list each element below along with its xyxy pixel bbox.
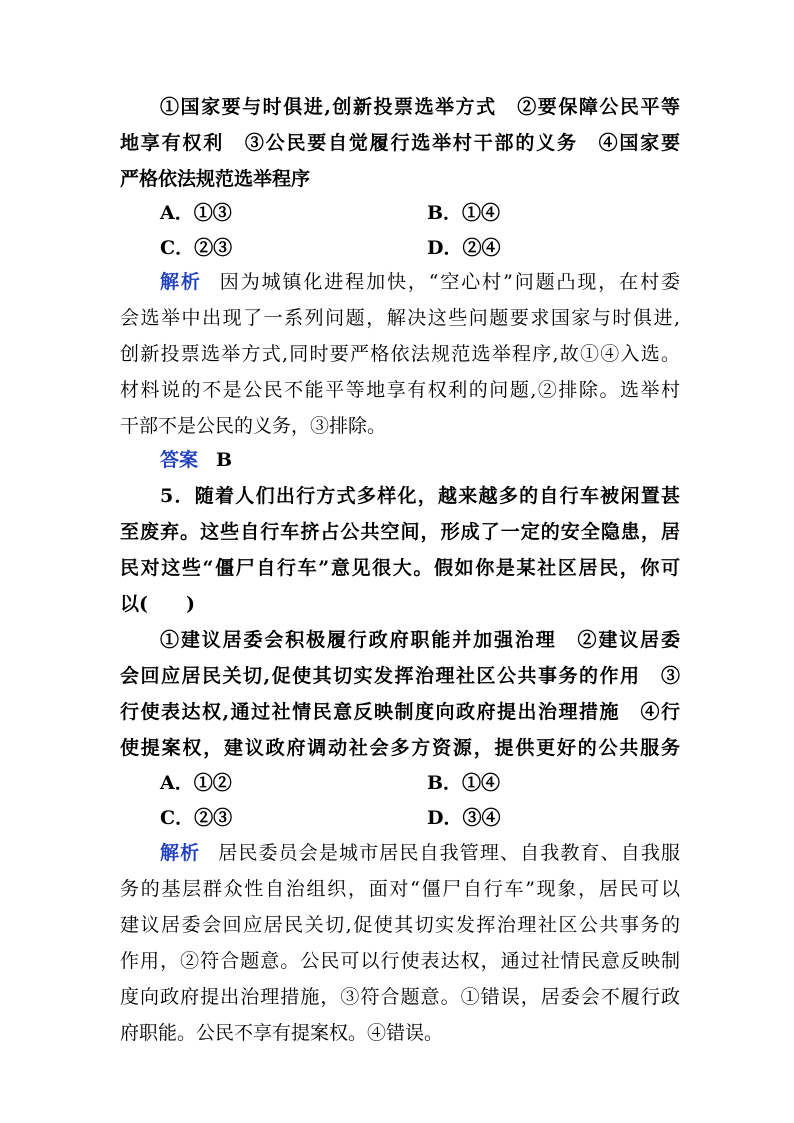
q5-analysis-line-2: 务的基层群众性自治组织，面对“僵尸自行车”现象，居民可以	[120, 878, 680, 900]
q5-statement-line-2: 会回应居民关切,促使其切实发挥治理社区公共事务的作用 ③	[120, 665, 680, 687]
q4-answer-label: 答案	[160, 449, 199, 471]
q5-analysis-line-1	[160, 843, 680, 863]
q4-option-b: B．①④	[427, 202, 501, 224]
q4-analysis-text-1: 因为城镇化进程加快，“空心村”问题凸现，在村委	[219, 271, 680, 293]
q4-analysis-label: 解析	[160, 271, 202, 293]
q5-option-a: A．①②	[160, 772, 232, 794]
q4-analysis-line-5: 干部不是公民的义务，③排除。	[120, 415, 387, 437]
q4-analysis-line-3: 创新投票选举方式,同时要严格依法规范选举程序,故①④入选。	[120, 343, 680, 365]
q5-stem-line-2: 至废弃。这些自行车挤占公共空间，形成了一定的安全隐患，居	[120, 521, 680, 543]
q5-stem-line-4: 以( )	[120, 593, 195, 615]
q5-analysis-line-3: 建议居委会回应居民关切,促使其切实发挥治理社区公共事务的	[120, 914, 680, 936]
q5-stem-line-1: 5．随着人们出行方式多样化，越来越多的自行车被闲置甚	[160, 485, 680, 507]
q4-statement-line-1: ①国家要与时俱进,创新投票选举方式 ②要保障公民平等	[160, 96, 680, 118]
q5-option-c: C．②③	[160, 807, 233, 829]
q4-option-c: C．②③	[160, 237, 233, 259]
q5-analysis-line-4: 作用，②符合题意。公民可以行使表达权，通过社情民意反映制	[120, 950, 680, 972]
q5-analysis-line-5: 度向政府提出治理措施，③符合题意。①错误，居委会不履行政	[120, 986, 680, 1008]
q4-analysis-line-2: 会选举中出现了一系列问题，解决这些问题要求国家与时俱进,	[120, 307, 680, 329]
q5-option-d: D．③④	[427, 807, 501, 829]
q5-analysis-label: 解析	[160, 842, 201, 864]
q4-option-d: D．②④	[427, 237, 501, 259]
q5-option-b: B．①④	[427, 772, 501, 794]
q5-analysis-text-1: 居民委员会是城市居民自我管理、自我教育、自我服	[218, 842, 680, 864]
q4-statement-line-3: 严格依法规范选举程序	[120, 168, 311, 190]
q4-option-a: A．①③	[160, 202, 232, 224]
q5-statement-line-4: 使提案权，建议政府调动社会多方资源，提供更好的公共服务	[120, 737, 680, 759]
q4-statement-line-2: 地享有权利 ③公民要自觉履行选举村干部的义务 ④国家要	[120, 132, 680, 154]
q4-analysis-line-1	[160, 272, 680, 292]
q4-answer-line	[160, 450, 680, 470]
q4-answer-value: B	[216, 449, 233, 471]
q5-statement-line-1: ①建议居委会积极履行政府职能并加强治理 ②建议居委	[160, 629, 680, 651]
q4-analysis-line-4: 材料说的不是公民不能平等地享有权利的问题,②排除。选举村	[120, 379, 680, 401]
q5-statement-line-3: 行使表达权,通过社情民意反映制度向政府提出治理措施 ④行	[120, 701, 680, 723]
q5-stem-line-3: 民对这些“僵尸自行车”意见很大。假如你是某社区居民，你可	[120, 557, 680, 579]
q5-analysis-line-6: 府职能。公民不享有提案权。④错误。	[120, 1022, 444, 1044]
